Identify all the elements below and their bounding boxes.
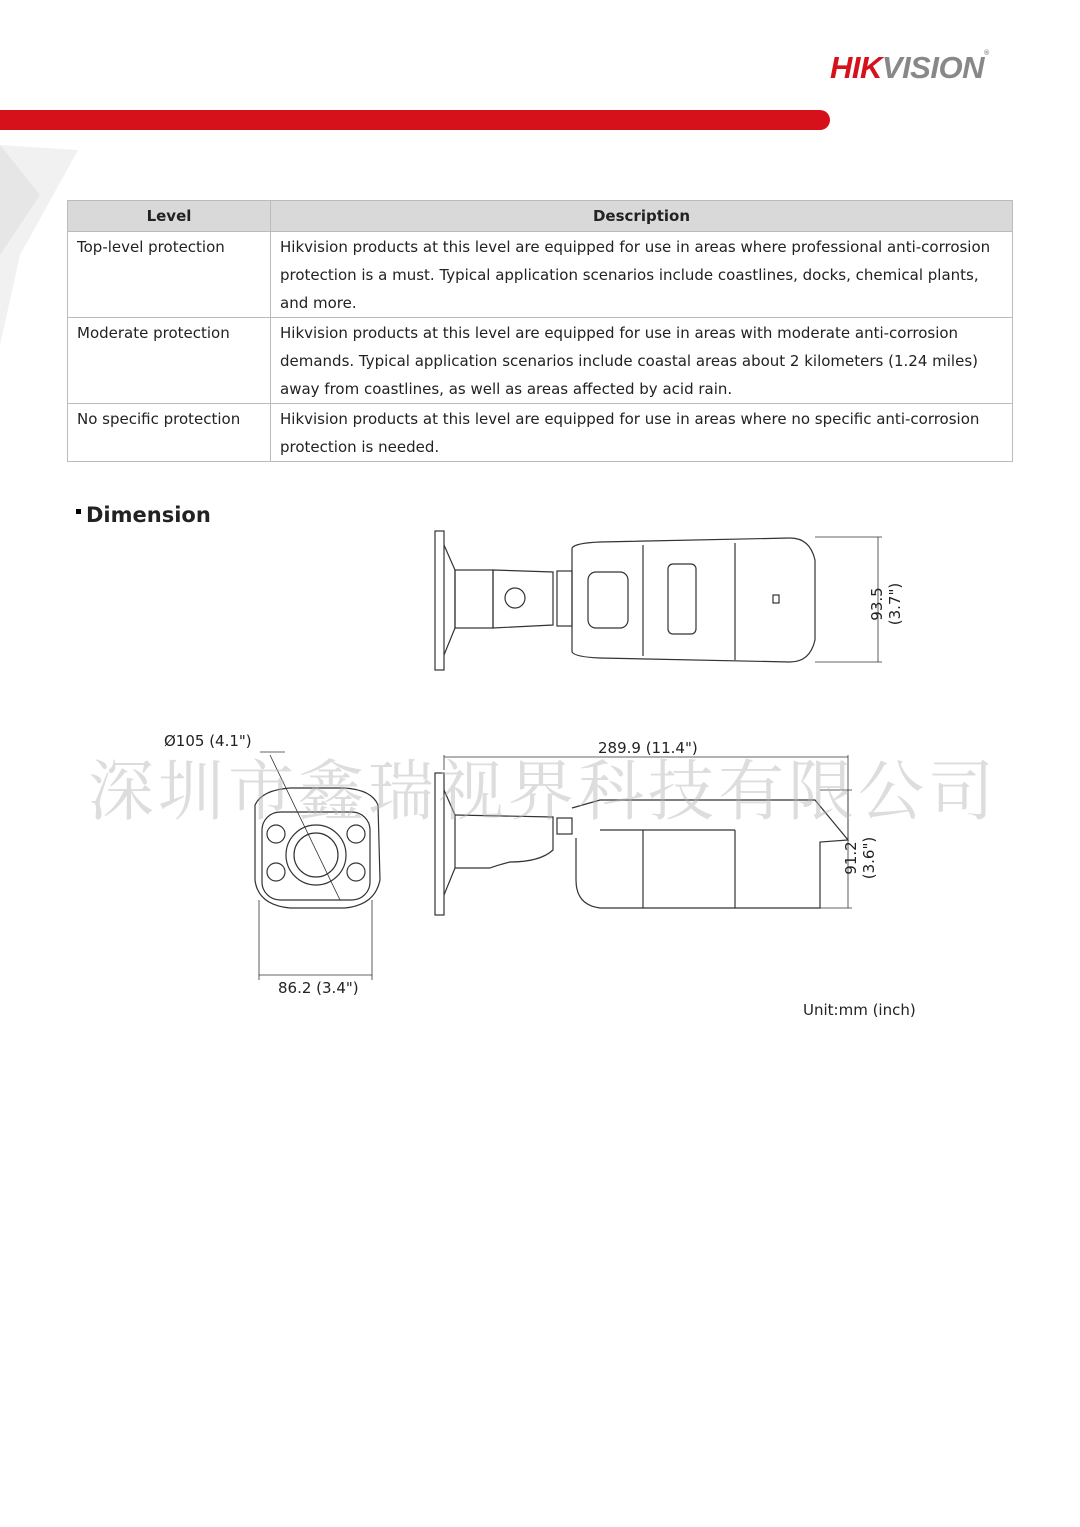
unit-label: Unit:mm (inch) [803,1001,916,1019]
height-top-label: 93.5 (3.7") [868,582,904,626]
description-cell: Hikvision products at this level are equipped for use in areas with moderate anti-corrosion demands. Typical application scenarios include coastal areas about 2 kilometers (1.24 miles) away from coastlines, as well as areas affected by acid rain. [271,318,1013,404]
height-side-label: 91.2 (3.6") [842,836,878,880]
watermark-text: 深圳市鑫瑞视界科技有限公司 [88,753,998,830]
description-cell: Hikvision products at this level are equipped for use in areas where no specific anti-corrosion protection is needed. [271,404,1013,462]
top-view-drawing [435,531,882,670]
length-label: 289.9 (11.4") [598,739,698,757]
header-level: Level [68,201,271,232]
hikvision-logo: HIKVISION® [830,50,989,85]
dimension-heading: Dimension [76,503,211,527]
description-cell: Hikvision products at this level are equipped for use in areas where professional anti-corrosion protection is a must. Typical application scenarios include coastlines, docks, chemical plants, and more. [271,232,1013,318]
width-front-label: 86.2 (3.4") [278,979,359,997]
header-description: Description [271,201,1013,232]
level-cell: No specific protection [68,404,271,462]
level-cell: Moderate protection [68,318,271,404]
diameter-label: Ø105 (4.1") [164,732,252,750]
level-cell: Top-level protection [68,232,271,318]
